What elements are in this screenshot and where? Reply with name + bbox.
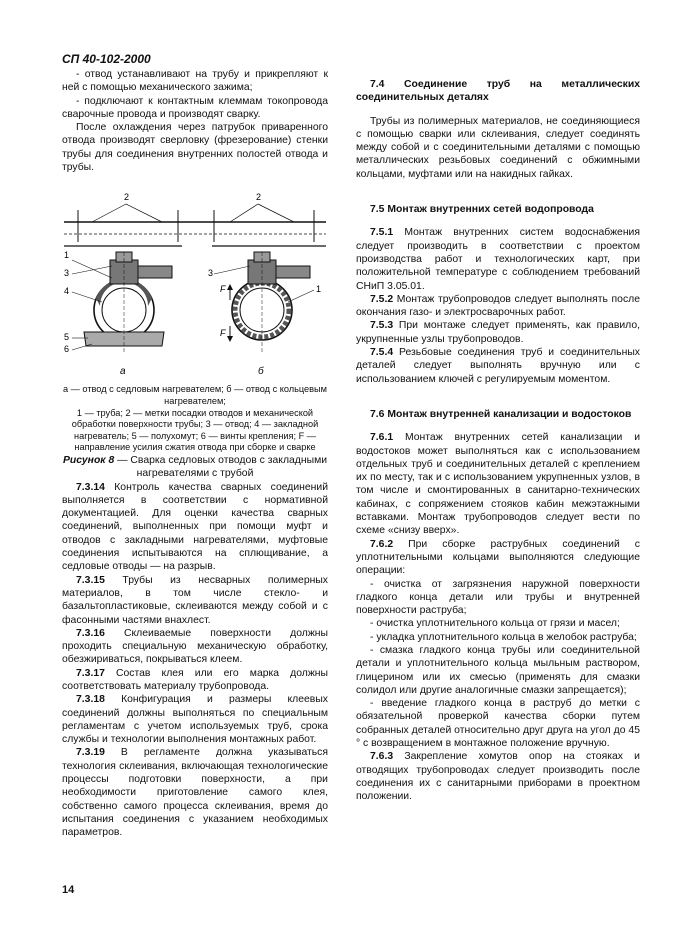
figure-caption: 1 — труба; 2 — метки посадки отводов и механической обработки поверхности трубы; 3 — отвод; 4 — закладной нагреватель; 5 — полухомут; 6 — винты крепления; F — направление усилия сжатия отвода при сборке и сварке bbox=[71, 407, 319, 453]
clause-text: Состав клея или его марка должны соответствовать материалу трубопровода. bbox=[62, 667, 328, 692]
callout-3: 3 bbox=[208, 268, 214, 279]
clause-text: Конфигурация и размеры клеевых соединений должны выполняться по специальным регламентам с учетом используемых труб, срока службы и технологии выполнения монтажных работ. bbox=[62, 694, 328, 746]
list-item: - введение гладкого конца в раструб до метки с обязательной проверкой качества сборки путем собранных деталей относительно друг друга на угол до 45 ° с возвращением в монтажное положение вручную. bbox=[356, 698, 640, 750]
clause-text: Монтаж внутренних сетей канализации и водостоков может выполняться как с использованием отдельных труб и соединительных деталей с креплением их по месту, так и с использованием укрупненных узлов, в том числе и смонтированных в санитарно-технических кабинах, с сопряжением стояков кабин межэтажными вставками. Монтаж трубопроводов следует вести по схеме «снизу вверх». bbox=[356, 432, 640, 537]
paragraph bbox=[62, 481, 328, 574]
list-item: - смазка гладкого конца трубы или соединительной детали и уплотнительного кольца мыльным раствором, глицерином или их смесью (применять для смазки солидол или другие аналогичные смазки запрещается); bbox=[356, 644, 640, 696]
callout-3: 3 bbox=[64, 268, 70, 279]
clause-number: 7.3.14 bbox=[76, 481, 105, 493]
paragraph bbox=[62, 667, 328, 694]
clause-text: При сборке раструбных соединений с уплотнительными кольцами выполняются следующие операции: bbox=[356, 538, 640, 577]
paragraph bbox=[356, 293, 640, 320]
clause-text: Монтаж внутренних систем водоснабжения следует производить в соответствии с проектом производства работ и технологических карт, при положительной температуре с соблюдением требований СНиП 3.05.01. bbox=[356, 227, 640, 292]
section-heading: 7.4 Соединение труб на металлических соединительных деталях bbox=[356, 79, 640, 104]
clause-number: 7.6.3 bbox=[370, 751, 394, 763]
figure-8-drawing bbox=[62, 182, 328, 382]
list-item: - очистка уплотнительного кольца от грязи и масел; bbox=[370, 618, 620, 630]
paragraph: - подключают к контактным клеммам токопровода сварочные провода и производят сварку. bbox=[62, 95, 328, 120]
paragraph bbox=[62, 627, 328, 667]
clause-number: 7.5.4 bbox=[370, 347, 394, 359]
paragraph bbox=[62, 693, 328, 746]
callout-2: 2 bbox=[256, 192, 262, 203]
sub-label-b: б bbox=[258, 366, 264, 378]
figure-8 bbox=[62, 182, 328, 382]
clause-number: 7.5.2 bbox=[370, 293, 394, 305]
clause-text: Монтаж трубопроводов следует выполнять после окончания газо- и электросварочных работ. bbox=[356, 293, 640, 319]
clause-number: 7.3.16 bbox=[76, 627, 105, 639]
callout-1: 1 bbox=[316, 284, 322, 295]
clause-number: 7.3.19 bbox=[76, 747, 105, 759]
clause-text: Закрепление хомутов опор на стояках и отводящих трубопроводах следует производить после соединения их с санитарными приборами в проектном положении. bbox=[356, 751, 640, 803]
clause-text: Резьбовые соединения труб и соединительных деталей следует выполнять вручную или с использованием ключей с регулируемым моментом. bbox=[356, 347, 640, 385]
callout-f: F bbox=[220, 284, 226, 295]
callout-4: 4 bbox=[64, 286, 70, 297]
paragraph bbox=[62, 746, 328, 839]
sub-label-a: а bbox=[120, 366, 126, 378]
figure-title-text: — Сварка седловых отводов с закладными нагревателями с трубой bbox=[114, 454, 328, 480]
clause-number: 7.5.1 bbox=[370, 227, 394, 239]
section-heading: 7.5 Монтаж внутренних сетей водопровода bbox=[370, 204, 594, 216]
figure-caption: а — отвод с седловым нагревателем; б — отвод с кольцевым нагревателем; bbox=[63, 384, 327, 406]
callout-2: 2 bbox=[124, 192, 130, 203]
paragraph: - отвод устанавливают на трубу и прикрепляют к ней с помощью механического зажима; bbox=[62, 69, 328, 94]
paragraph bbox=[356, 319, 640, 346]
clause-text: Склеиваемые поверхности должны проходить специальную механическую обработку, обезжириваться, покрываться клеем. bbox=[62, 627, 328, 666]
page-header: СП 40-102-2000 bbox=[62, 52, 151, 66]
clause-number: 7.3.17 bbox=[76, 667, 105, 679]
right-column bbox=[356, 68, 640, 804]
clause-text: Трубы из несварных полимерных материалов, в том числе стекло- и базальтопластиковые, склеиваются между собой и с фасонными частями внахлест. bbox=[62, 574, 328, 626]
list-item: - укладка уплотнительного кольца в желобок раструба; bbox=[370, 631, 637, 643]
page-number: 14 bbox=[62, 884, 75, 896]
left-column bbox=[62, 68, 328, 840]
clause-text: В регламенте должна указываться технология склеивания, включающая технологические процессы подготовки поверхности, а при необходимости приготовление самого клея, собственно самого процесса склеивания, время до испытания соединения с указанием необходимых параметров. bbox=[62, 747, 328, 839]
clause-number: 7.6.1 bbox=[370, 432, 394, 444]
clause-text: Контроль качества сварных соединений выполняется в соответствии с нормативной документацией. Для оценки качества сварных соединений, выполненных при помощи муфт и отводов с закладными нагревателями, муфтовые соединения испытываются на сплющивание, а седловые отводы — на разрыв. bbox=[62, 481, 328, 573]
paragraph: Трубы из полимерных материалов, не соединяющиеся с помощью сварки или склеивания, следует соединять между собой и с соединительными деталями с помощью металлических резьбовых соединений с обжимными кольцами, муфтами или на накидных гайках. bbox=[356, 115, 640, 180]
paragraph: После охлаждения через патрубок приваренного отвода производят сверловку (фрезерование) стенки трубы для соединения внутренних полостей отвода и трубы. bbox=[62, 122, 328, 174]
paragraph bbox=[356, 750, 640, 803]
clause-number: 7.6.2 bbox=[370, 538, 394, 550]
paragraph bbox=[356, 346, 640, 386]
figure-title bbox=[62, 454, 328, 481]
clause-number: 7.3.18 bbox=[76, 694, 105, 706]
paragraph bbox=[62, 574, 328, 627]
clause-number: 7.3.15 bbox=[76, 574, 105, 586]
paragraph bbox=[356, 538, 640, 578]
list-item: - очистка от загрязнения наружной поверхности гладкого конца детали или трубы и внутренней поверхности раструба; bbox=[356, 578, 640, 617]
clause-number: 7.5.3 bbox=[370, 320, 394, 332]
callout-1: 1 bbox=[64, 250, 70, 261]
callout-5: 5 bbox=[64, 332, 70, 343]
callout-6: 6 bbox=[64, 344, 70, 355]
figure-title-label: Рисунок 8 bbox=[62, 454, 115, 466]
paragraph bbox=[356, 226, 640, 292]
paragraph bbox=[356, 431, 640, 537]
clause-text: При монтаже следует применять, как правило, укрупненные узлы трубопроводов. bbox=[356, 320, 640, 345]
callout-f: F bbox=[220, 328, 226, 339]
section-heading: 7.6 Монтаж внутренней канализации и водостоков bbox=[370, 408, 632, 420]
